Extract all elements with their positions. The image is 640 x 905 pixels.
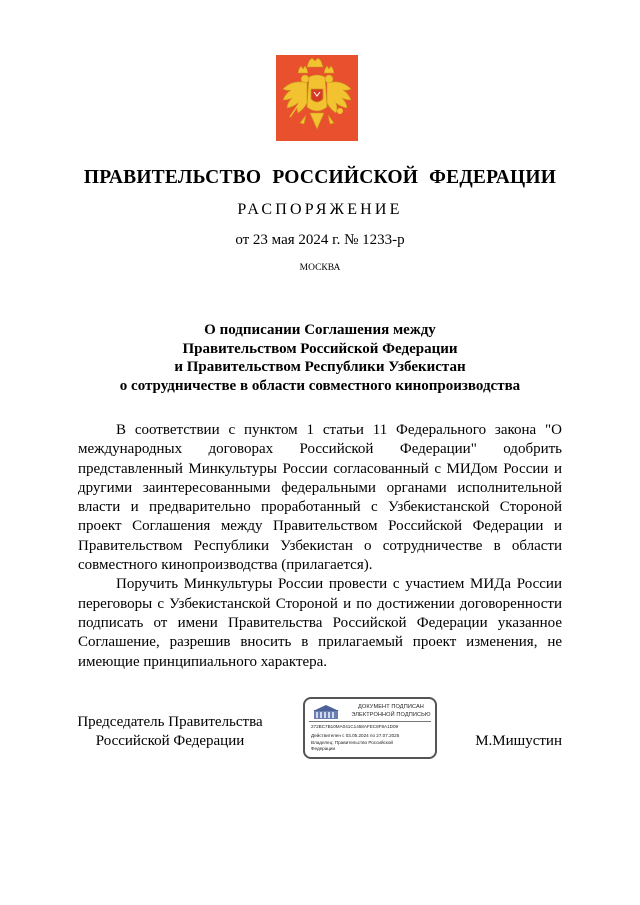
stamp-divider — [309, 721, 431, 722]
stamp-heading — [345, 704, 437, 719]
position-line: Председатель Правительства — [77, 714, 263, 730]
document-type: РАСПОРЯЖЕНИЕ — [237, 201, 403, 218]
city: МОСКВА — [299, 263, 341, 273]
body-paragraph: Поручить Минкультуры России провести с участием МИДа России переговоры с Узбекистанской Стороной и по достижении договоренности подписать от имени Правительства Российской Федерации указанное Соглашение, разрешив вносить в прилагаемый проект изменения, не имеющие принципиального характера. — [78, 576, 562, 670]
subject-line: О подписании Соглашения между — [204, 322, 436, 338]
russian-coat-of-arms-icon — [276, 55, 358, 141]
building-icon — [313, 705, 339, 719]
signatory-position — [70, 713, 270, 751]
stamp-owner: Федерации — [311, 746, 336, 751]
subject-line: Правительством Российской Федерации — [182, 340, 458, 357]
government-title: ПРАВИТЕЛЬСТВО РОССИЙСКОЙ ФЕДЕРАЦИИ — [83, 167, 557, 188]
document-body — [78, 421, 562, 672]
date-and-number: от 23 мая 2024 г. № 1233-р — [235, 232, 405, 248]
stamp-heading-line: ЭЛЕКТРОННОЙ ПОДПИСЬЮ — [351, 711, 431, 718]
subject-line: о сотрудничестве в области совместного кинопроизводства — [119, 377, 521, 394]
stamp-validity: Действителен с 03.05.2024 по 27.07.2025 — [311, 733, 400, 738]
coat-of-arms-emblem — [276, 55, 358, 141]
position-line: Российской Федерации — [95, 733, 245, 749]
document-subject — [0, 321, 640, 395]
stamp-certificate: 272BC7B10MA041C1458AFEC8F8A1D09 — [311, 724, 399, 729]
body-paragraph: В соответствии с пунктом 1 статьи 11 Федерального закона "О международных договорах Российской Федерации" одобрить представленный Минкультуры России согласованный с МИДом России и другими заинтересованными федеральными органами исполнительной власти и предварительно проработанный с Узбекистанской Стороной проект Соглашения между Правительством Российской Федерации и Правительством Республики Узбекистан о сотрудничестве в области совместного кинопроизводства (прилагается). — [78, 422, 562, 574]
subject-line: и Правительством Республики Узбекистан — [174, 359, 466, 375]
electronic-signature-stamp — [303, 697, 437, 759]
signatory-name: М.Мишустин — [475, 733, 562, 749]
stamp-heading-line: ДОКУМЕНТ ПОДПИСАН — [358, 704, 424, 710]
stamp-owner: Владелец: Правительство Российской — [311, 740, 393, 745]
